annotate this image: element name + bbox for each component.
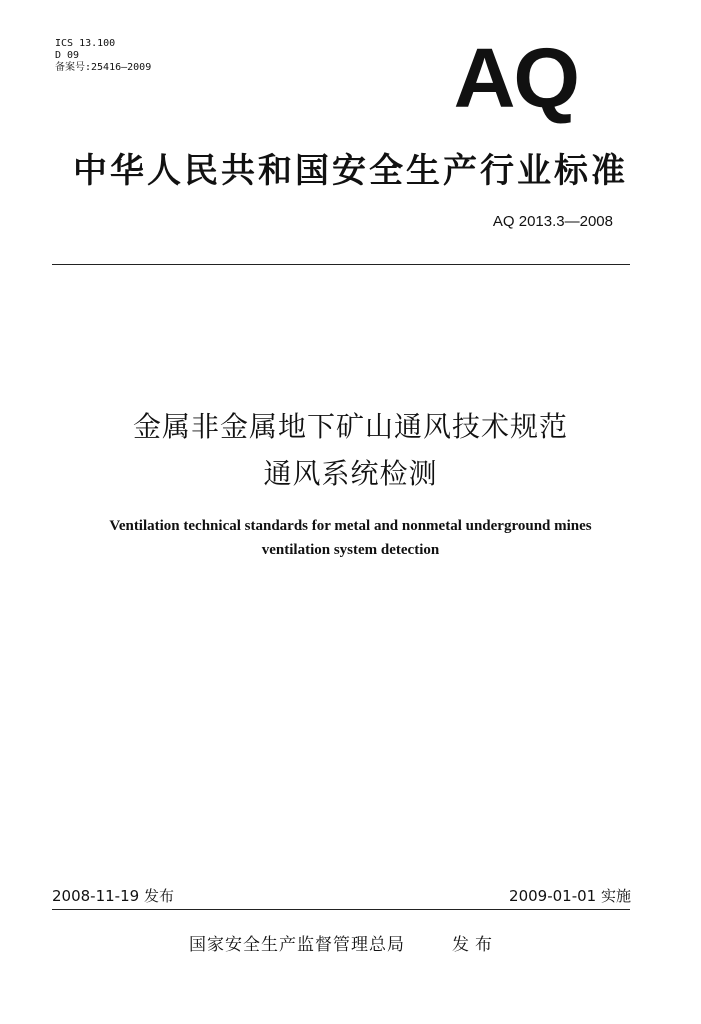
standard-category-heading: 中华人民共和国安全生产行业标准 (73, 151, 628, 191)
publisher-name: 国家安全生产监督管理总局 (189, 935, 405, 955)
title-en-line2: ventilation system detection (261, 542, 440, 558)
record-number: 备案号:25416—2009 (55, 62, 152, 73)
publish-label: 发布 (452, 935, 498, 955)
standard-number: AQ 2013.3—2008 (492, 213, 613, 230)
title-en-line1: Ventilation technical standards for metal and nonmetal underground mines (109, 518, 592, 534)
bottom-divider (52, 909, 630, 910)
ics-code: ICS 13.100 (55, 38, 116, 49)
effective-date: 2009-01-01 实施 (509, 887, 631, 905)
aq-logo: AQ (453, 31, 579, 125)
title-zh-line1: 金属非金属地下矿山通风技术规范 (132, 410, 568, 443)
ccs-code: D 09 (55, 50, 80, 61)
document-meta (55, 38, 151, 74)
issue-date: 2008-11-19 发布 (52, 887, 174, 905)
top-divider (52, 264, 630, 265)
title-zh-line2: 通风系统检测 (263, 457, 438, 490)
